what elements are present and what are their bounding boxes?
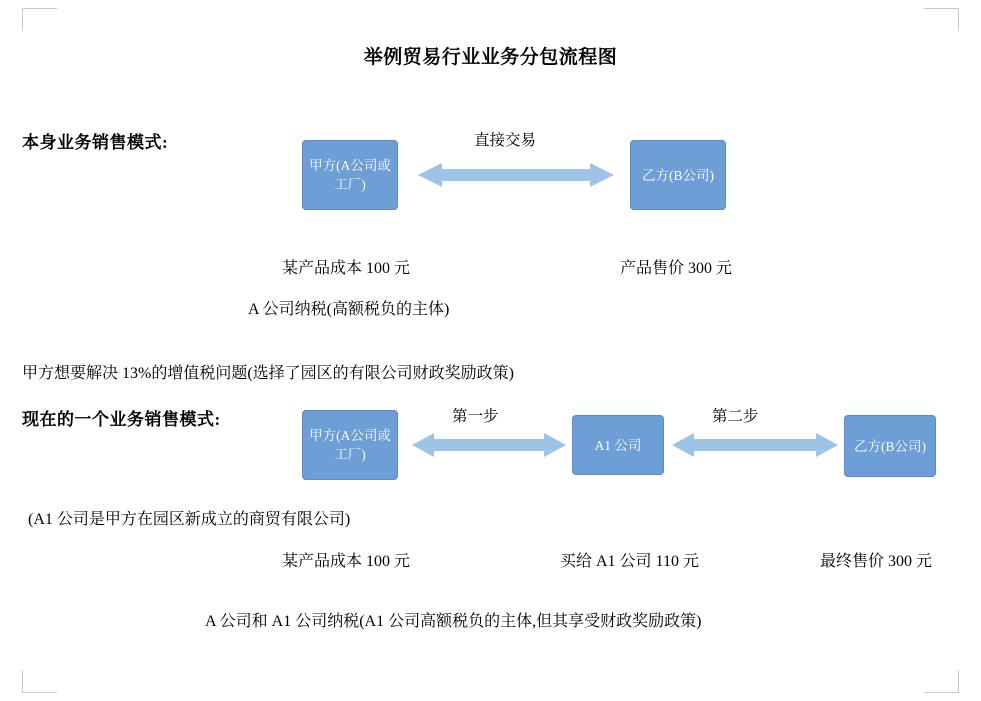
- box-party-b-2: [844, 415, 936, 477]
- note-cost-2: 某产品成本 100 元: [282, 553, 411, 570]
- page-title: 举例贸易行业业务分包流程图: [363, 47, 618, 68]
- box-party-b-2-label: 乙方(B公司): [854, 438, 926, 454]
- box-party-b-1-label: 乙方(B公司): [642, 167, 714, 183]
- arrow-step-2: [672, 432, 838, 458]
- crop-mark-bottom-right: [924, 670, 959, 693]
- box-a1-company: [572, 415, 664, 475]
- arrow-step-1: [412, 432, 566, 458]
- box-party-a-2-label: 甲方(A公司或工厂): [309, 428, 391, 462]
- bridge-note: 甲方想要解决 13%的增值税问题(选择了园区的有限公司财政奖励政策): [22, 365, 514, 382]
- box-party-b-1: [630, 140, 726, 210]
- section2-heading: 现在的一个业务销售模式:: [22, 410, 221, 429]
- arrow-label-step-2: 第二步: [712, 408, 759, 425]
- crop-mark-top-left: [22, 8, 57, 31]
- note-final-price: 最终售价 300 元: [820, 553, 933, 570]
- box-party-a-2: [302, 410, 398, 480]
- note-price-1: 产品售价 300 元: [620, 260, 733, 277]
- note-cost-1: 某产品成本 100 元: [282, 260, 411, 277]
- box-party-a-1: [302, 140, 398, 210]
- crop-mark-bottom-left: [22, 670, 57, 693]
- crop-mark-top-right: [924, 8, 959, 31]
- note-a1-description: (A1 公司是甲方在园区新成立的商贸有限公司): [28, 511, 351, 528]
- arrow-direct-trade: [418, 162, 614, 188]
- section1-heading: 本身业务销售模式:: [22, 133, 169, 152]
- note-sell-to-a1: 买给 A1 公司 110 元: [560, 553, 699, 570]
- arrow-label-step-1: 第一步: [452, 408, 499, 425]
- note-tax-1: A 公司纳税(高额税负的主体): [248, 301, 450, 318]
- box-a1-company-label: A1 公司: [594, 437, 642, 453]
- box-party-a-1-label: 甲方(A公司或工厂): [309, 158, 391, 192]
- note-tax-2: A 公司和 A1 公司纳税(A1 公司高额税负的主体,但其享受财政奖励政策): [205, 613, 702, 630]
- arrow-label-direct-trade: 直接交易: [474, 132, 537, 149]
